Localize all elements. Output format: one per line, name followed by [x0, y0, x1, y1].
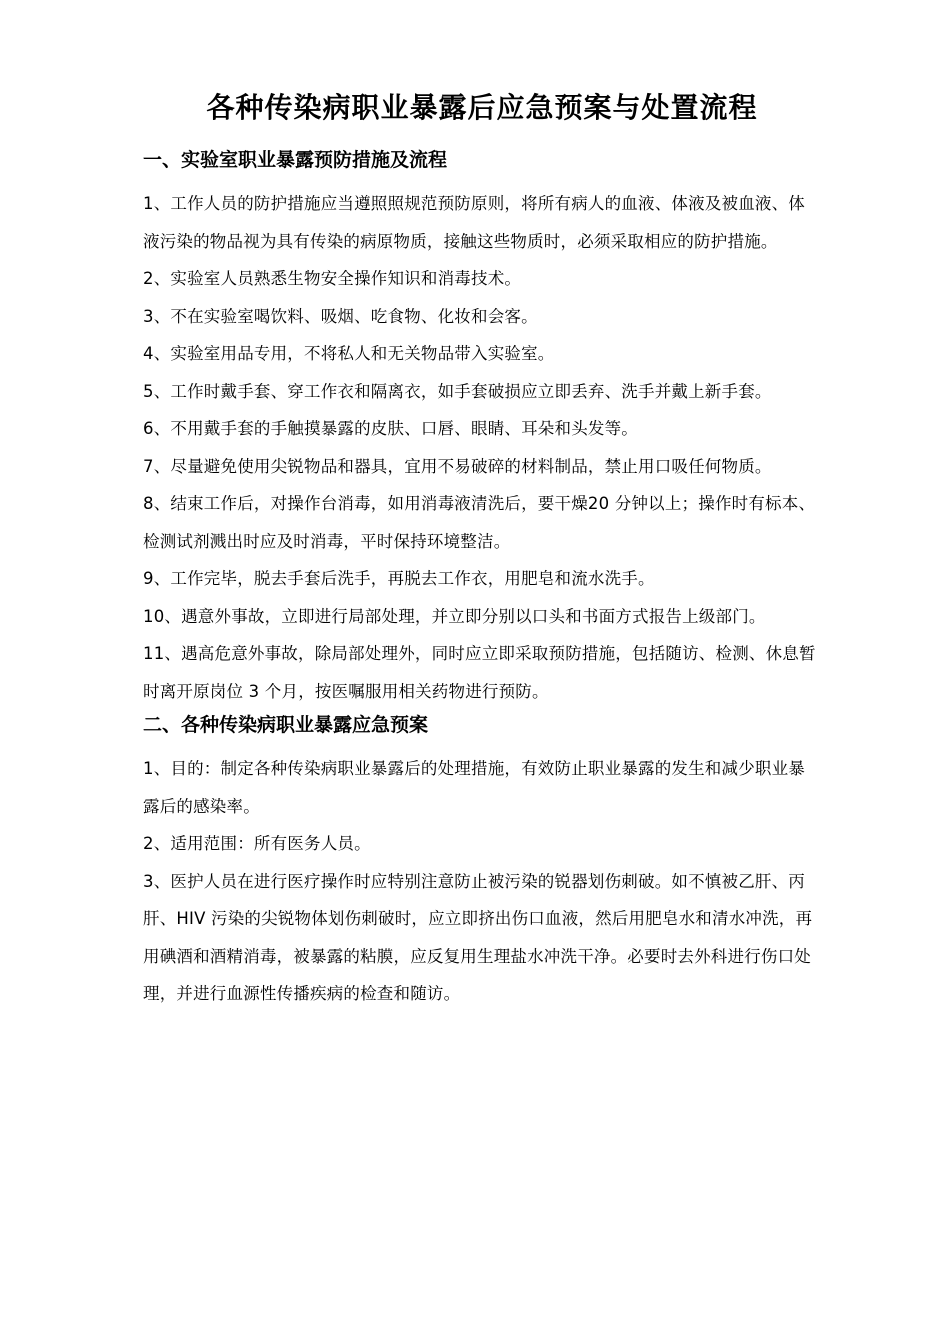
- paragraph: 7、尽量避免使用尖锐物品和器具，宜用不易破碎的材料制品，禁止用口吸任何物质。: [143, 456, 772, 476]
- paragraph: 11、遇高危意外事故，除局部处理外，同时应立即采取预防措施，包括随访、检测、休息暂时离开原岗位 3 个月，按医嘱服用相关药物进行预防。: [143, 644, 816, 701]
- section-body-emergency-plan: [143, 750, 821, 1013]
- paragraph: 3、医护人员在进行医疗操作时应特别注意防止被污染的锐器划伤刺破。如不慎被乙肝、丙肝、HIV 污染的尖锐物体划伤刺破时，应立即挤出伤口血液，然后用肥皂水和清水冲洗，再用碘酒和酒精消毒，被暴露的粘膜，应反复用生理盐水冲洗干净。必要时去外科进行伤口处理，并进行血源性传播疾病的检查和随访。: [143, 871, 813, 1003]
- paragraph: 9、工作完毕，脱去手套后洗手，再脱去工作衣，用肥皂和流水洗手。: [143, 569, 655, 588]
- paragraph: 2、实验室人员熟悉生物安全操作知识和消毒技术。: [143, 269, 522, 288]
- paragraph: 2、适用范围：所有医务人员。: [143, 834, 371, 853]
- paragraph: 10、遇意外事故，立即进行局部处理，并立即分别以口头和书面方式报告上级部门。: [143, 606, 766, 626]
- paragraph: 5、工作时戴手套、穿工作衣和隔离衣，如手套破损应立即丢弃、洗手并戴上新手套。: [143, 381, 772, 401]
- document-page: [143, 88, 821, 1013]
- section-heading-prevention: 一、实验室职业暴露预防措施及流程: [143, 149, 448, 171]
- section-body-prevention: [143, 185, 821, 710]
- paragraph: 8、结束工作后，对操作台消毒，如用消毒液清洗后，要干燥20 分钟以上；操作时有标本、检测试剂溅出时应及时消毒，平时保持环境整洁。: [143, 494, 816, 551]
- paragraph: 1、工作人员的防护措施应当遵照照规范预防原则，将所有病人的血液、体液及被血液、体液污染的物品视为具有传染的病原物质，接触这些物质时，必须采取相应的防护措施。: [143, 194, 805, 251]
- document-title: 各种传染病职业暴露后应急预案与处置流程: [206, 91, 758, 124]
- paragraph: 4、实验室用品专用，不将私人和无关物品带入实验室。: [143, 344, 555, 363]
- section-heading-emergency-plan: 二、各种传染病职业暴露应急预案: [143, 714, 429, 736]
- paragraph: 6、不用戴手套的手触摸暴露的皮肤、口唇、眼睛、耳朵和头发等。: [143, 419, 638, 438]
- paragraph: 3、不在实验室喝饮料、吸烟、吃食物、化妆和会客。: [143, 306, 538, 326]
- paragraph: 1、目的：制定各种传染病职业暴露后的处理措施，有效防止职业暴露的发生和减少职业暴露后的感染率。: [143, 759, 805, 816]
